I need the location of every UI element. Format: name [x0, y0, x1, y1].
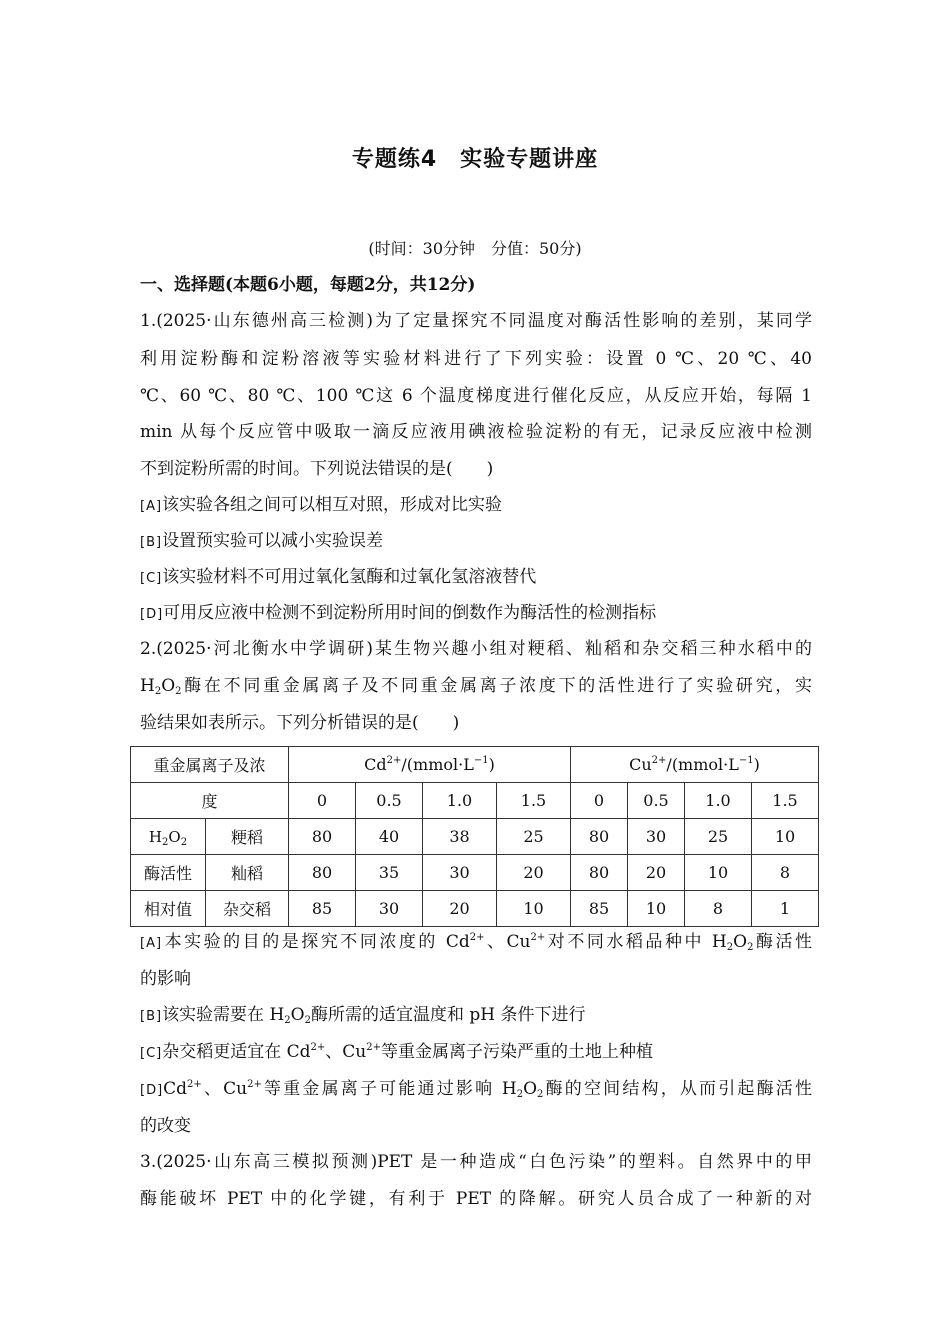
- table-header-cd: $Cd^{2+}/(mmol\cdot L^{-1})$: [289, 747, 571, 783]
- value-cell: 85: [571, 891, 628, 927]
- q1-option-b: [140, 523, 812, 561]
- option-key: [B]: [140, 535, 163, 550]
- page-title: 专题练4 实验专题讲座: [351, 147, 599, 172]
- conc-cell: 1.5: [752, 783, 819, 819]
- value-cell: 25: [497, 819, 571, 855]
- q1-line-4: min 从每个反应管中吸取一滴反应液用碘液检验淀粉的有无，记录反应液中检测: [140, 422, 812, 442]
- q1-line-2: 利用淀粉酶和淀粉溶液等实验材料进行了下列实验：设置 0 ℃、20 ℃、40: [140, 349, 812, 369]
- value-cell: 30: [423, 855, 497, 891]
- value-cell: 85: [289, 891, 356, 927]
- row-label: $H_2O_2$: [131, 819, 206, 855]
- option-text: 可用反应液中检测不到淀粉所用时间的倒数作为酶活性的检测指标: [163, 603, 657, 623]
- table-header-cu: $Cu^{2+}/(mmol\cdot L^{-1})$: [571, 747, 819, 783]
- q2-option-a: [A]本实验的目的是探究不同浓度的 $Cd^{2+}$、$Cu^{2+}$对不同水稻品种中 $H_2O_2$酶活性: [140, 932, 813, 953]
- value-cell: 20: [423, 891, 497, 927]
- conc-cell: 1.5: [497, 783, 571, 819]
- row-label: 相对值: [131, 891, 206, 927]
- table-header-label-cont: 度: [131, 783, 289, 819]
- value-cell: 1: [752, 891, 819, 927]
- option-text: 该实验材料不可用过氧化氢酶和过氧化氢溶液替代: [162, 567, 537, 587]
- q2-option-a-cont: 的影响: [140, 969, 191, 989]
- variety-name: 杂交稻: [206, 891, 289, 927]
- value-cell: 10: [685, 855, 752, 891]
- option-text: 该实验各组之间可以相互对照，形成对比实验: [162, 495, 503, 515]
- value-cell: 10: [628, 891, 685, 927]
- conc-cell: 0.5: [356, 783, 423, 819]
- q2-option-d-cont: 的改变: [140, 1116, 191, 1136]
- conc-cell: 0: [571, 783, 628, 819]
- value-cell: 40: [356, 819, 423, 855]
- value-cell: 38: [423, 819, 497, 855]
- q3-line-1: 3.(2025·山东高三模拟预测)PET 是一种造成“白色污染”的塑料。自然界中的甲: [140, 1152, 812, 1172]
- variety-name: 粳稻: [206, 819, 289, 855]
- q2-line-3: 验结果如表所示。下列分析错误的是( ): [140, 713, 460, 733]
- option-key: [C]: [140, 571, 163, 586]
- value-cell: 80: [571, 819, 628, 855]
- row-label: 酶活性: [131, 855, 206, 891]
- value-cell: 25: [685, 819, 752, 855]
- conc-cell: 0.5: [628, 783, 685, 819]
- value-cell: 10: [497, 891, 571, 927]
- q1-line-1: 1.(2025·山东德州高三检测)为了定量探究不同温度对酶活性影响的差别，某同学: [140, 311, 812, 331]
- value-cell: 80: [571, 855, 628, 891]
- results-table: [130, 746, 819, 927]
- conc-cell: 1.0: [685, 783, 752, 819]
- conc-cell: 1.0: [423, 783, 497, 819]
- value-cell: 80: [289, 855, 356, 891]
- value-cell: 10: [752, 819, 819, 855]
- value-cell: 8: [685, 891, 752, 927]
- q3-line-2: 酶能破坏 PET 中的化学键，有利于 PET 的降解。研究人员合成了一种新的对: [140, 1189, 812, 1209]
- q2-line-1: 2.(2025·河北衡水中学调研)某生物兴趣小组对粳稻、籼稻和杂交稻三种水稻中的: [140, 639, 812, 659]
- option-text: 设置预实验可以减小实验误差: [162, 531, 384, 551]
- q1-option-c: [140, 559, 812, 597]
- value-cell: 30: [356, 891, 423, 927]
- section-heading: 一、选择题(本题6小题，每题2分，共12分): [140, 275, 476, 295]
- q2-option-c: [C]杂交稻更适宜在 $Cd^{2+}$、$Cu^{2+}$等重金属离子污染严重的土地上种植: [140, 1042, 653, 1062]
- q2-option-d: $[D]Cd^{2+}$、$Cu^{2+}$等重金属离子可能通过影响 $H_2O_2$酶的空间结构，从而引起酶活性: [140, 1079, 812, 1100]
- conc-cell: 0: [289, 783, 356, 819]
- q1-option-d: [140, 595, 812, 633]
- option-key: [D]: [140, 607, 164, 622]
- value-cell: 30: [628, 819, 685, 855]
- q2-line-2: $H_2O_2$酶在不同重金属离子及不同重金属离子浓度下的活性进行了实验研究，实: [140, 676, 812, 697]
- q1-line-5: 不到淀粉所需的时间。下列说法错误的是( ): [140, 459, 494, 479]
- value-cell: 20: [497, 855, 571, 891]
- value-cell: 35: [356, 855, 423, 891]
- variety-name: 籼稻: [206, 855, 289, 891]
- q1-option-a: [140, 487, 812, 525]
- q2-option-b: [B]该实验需要在 $H_2O_2$酶所需的适宜温度和 pH 条件下进行: [140, 1005, 586, 1026]
- value-cell: 8: [752, 855, 819, 891]
- q1-line-3: ℃、60 ℃、80 ℃、100 ℃这 6 个温度梯度进行催化反应，从反应开始，每隔 1: [140, 386, 812, 406]
- table-header-label: 重金属离子及浓: [131, 747, 289, 783]
- exam-meta: (时间：30分钟 分值：50分): [368, 239, 582, 258]
- option-key: [A]: [140, 499, 163, 514]
- value-cell: 20: [628, 855, 685, 891]
- value-cell: 80: [289, 819, 356, 855]
